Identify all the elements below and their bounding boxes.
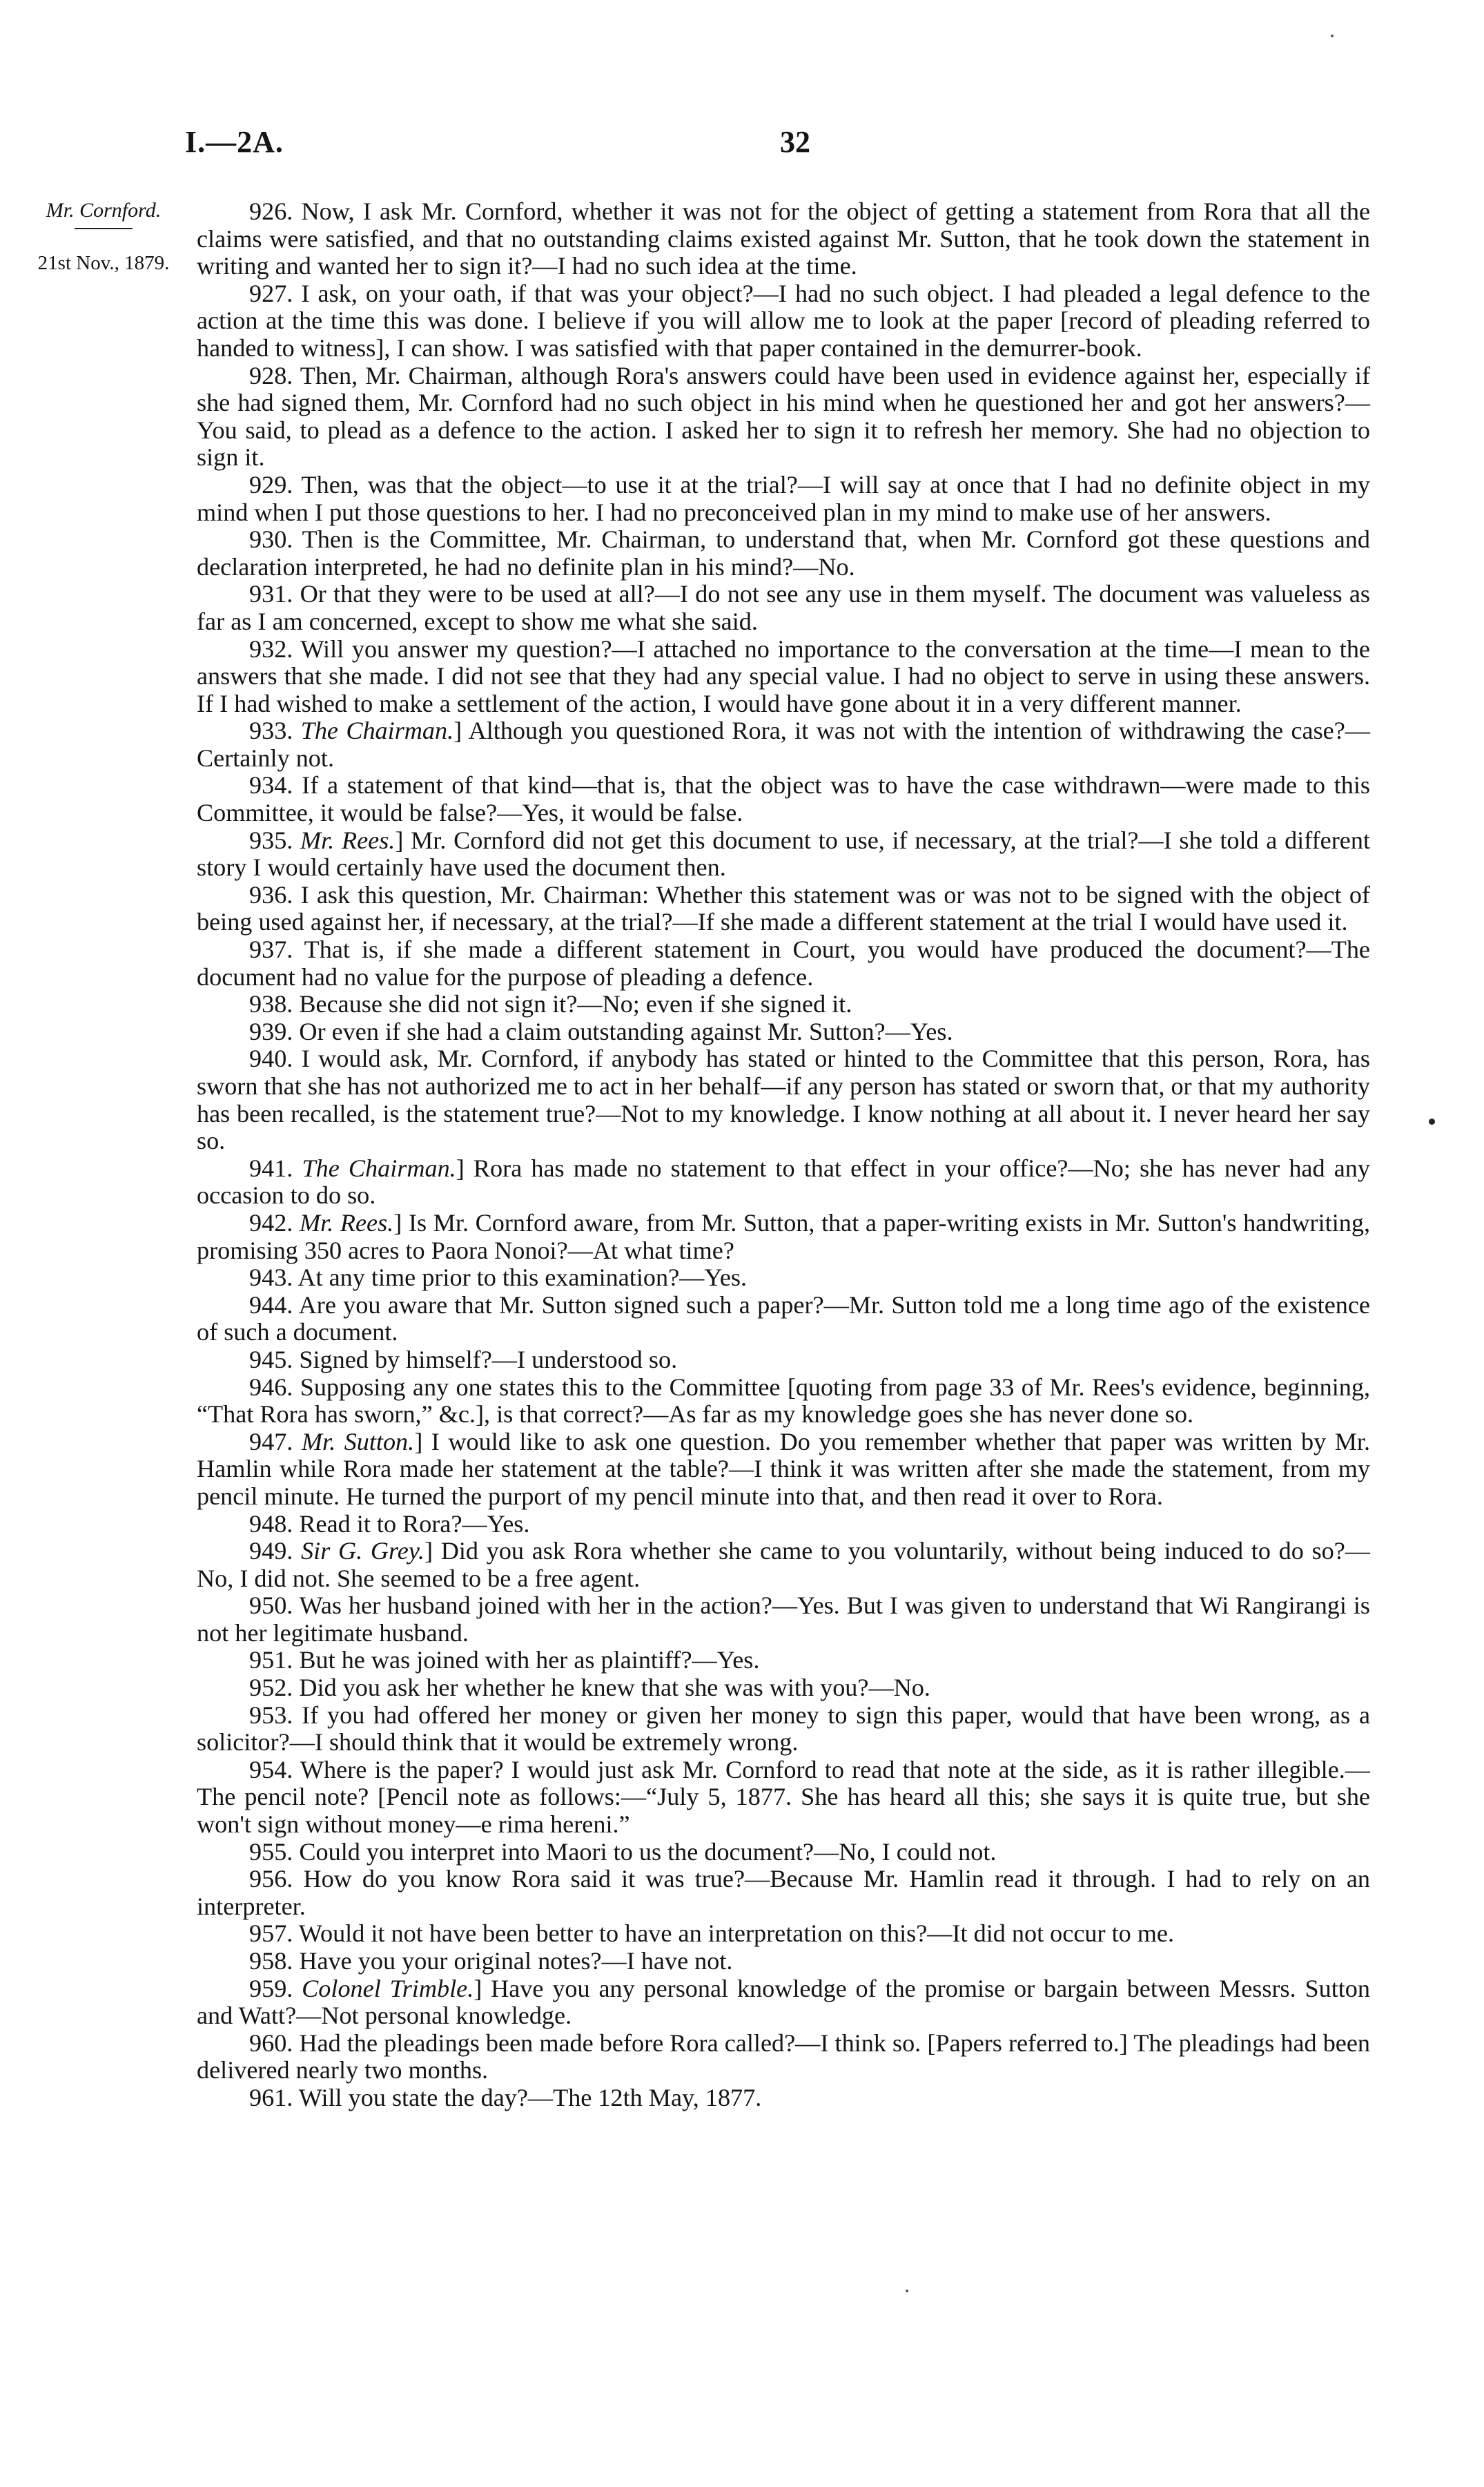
question-text: Then, Mr. Chairman, although Rora's answers could have been used in evidence against her, especially if she had signed them, Mr. Cornford had no such object in his mind when he questioned her and got her answers?—You said, to plead as a defence to the action. I asked her to sign it to refresh her memory. She had no objection to sign it. bbox=[197, 361, 1370, 472]
question-text: Now, I ask Mr. Cornford, whether it was not for the object of getting a statement from Rora that all the claims were satisfied, and that no outstanding claims existed against Mr. Sutton, that he took down the statement in writing and wanted her to sign it?—I had no such idea at the time. bbox=[197, 197, 1371, 280]
question-number: 941. bbox=[249, 1154, 293, 1182]
question-paragraph: 947. Mr. Sutton.] I would like to ask one question. Do you remember whether that paper was written by Mr. Hamlin while Rora made her statement at the table?—I think it was written after she made the statement, from my pencil minute. He turned the purport of my pencil minute into that, and then read it over to Rora. bbox=[197, 1427, 1371, 1510]
question-number: 948. bbox=[249, 1509, 293, 1538]
question-number: 950. bbox=[249, 1591, 293, 1620]
question-text: I would like to ask one question. Do you remember whether that paper was written by Mr. Hamlin while Rora made her statement at the table?—I think it was written after she made the statement, from my pencil minute. He turned the purport of my pencil minute into that, and then read it over to Rora. bbox=[197, 1427, 1371, 1510]
question-paragraph bbox=[197, 1839, 1370, 1866]
question-number: 929. bbox=[249, 470, 293, 499]
question-text: Is Mr. Cornford aware, from Mr. Sutton, that a paper-writing exists in Mr. Sutton's handwriting, promising 350 acres to Paora Nonoi?—At what time? bbox=[197, 1208, 1370, 1264]
question-number: 938. bbox=[249, 990, 293, 1018]
question-paragraph: 933. The Chairman.] Although you questioned Rora, it was not with the intention of withdrawing the case?—Certainly not. bbox=[197, 717, 1370, 772]
question-number: 947. bbox=[249, 1427, 293, 1455]
question-paragraph bbox=[197, 280, 1370, 362]
question-text: Was her husband joined with her in the action?—Yes. But I was given to understand that Wi Rangirangi is not her legitimate husband. bbox=[197, 1591, 1370, 1647]
question-text: Or even if she had a claim outstanding against Mr. Sutton?—Yes. bbox=[299, 1017, 953, 1045]
question-paragraph bbox=[197, 991, 1370, 1018]
question-paragraph bbox=[197, 636, 1370, 718]
question-text: That is, if she made a different statement in Court, you would have produced the document?—The document had no value for the purpose of pleading a defence. bbox=[197, 936, 1370, 991]
question-paragraph bbox=[197, 1647, 1370, 1674]
speck-mark bbox=[906, 2290, 908, 2292]
question-text: If you had offered her money or given her money to sign this paper, would that have been wrong, as a solicitor?—I should think that it would be extremely wrong. bbox=[197, 1701, 1371, 1757]
question-paragraph bbox=[197, 1346, 1370, 1374]
question-number: 936. bbox=[249, 880, 293, 909]
question-text: If a statement of that kind—that is, that the object was to have the case withdrawn—were made to this Committee, it would be false?—Yes, it would be false. bbox=[197, 771, 1370, 827]
question-number: 960. bbox=[249, 2029, 293, 2057]
speaker-name: Sir G. Grey. bbox=[301, 1537, 424, 1565]
speaker-name: Colonel Trimble. bbox=[302, 1974, 474, 2002]
question-number: 946. bbox=[249, 1373, 293, 1401]
question-text: I ask this question, Mr. Chairman: Whether this statement was or was not to be signed with the object of being used against her, if necessary, at the trial?—If she made a different statement at the trial I would have used it. bbox=[197, 880, 1370, 936]
question-number: 955. bbox=[249, 1837, 293, 1866]
question-text: Would it not have been better to have an interpretation on this?—It did not occur to me. bbox=[298, 1919, 1175, 1948]
question-paragraph bbox=[197, 2084, 1370, 2112]
question-number: 928. bbox=[249, 361, 293, 389]
margin-witness-name: Mr. Cornford. bbox=[46, 199, 162, 222]
question-text: Will you state the day?—The 12th May, 1877. bbox=[298, 2083, 762, 2111]
question-paragraph bbox=[197, 1292, 1370, 1346]
question-paragraph bbox=[197, 1264, 1370, 1292]
question-paragraph bbox=[197, 1374, 1370, 1429]
question-number: 934. bbox=[249, 771, 293, 800]
question-paragraph: 959. Colonel Trimble.] Have you any personal knowledge of the promise or bargain between Messrs. Sutton and Watt?—Not personal knowledge. bbox=[197, 1974, 1370, 2030]
question-text: At any time prior to this examination?—Yes. bbox=[297, 1264, 748, 1292]
question-text: Had the pleadings been made before Rora called?—I think so. [Papers referred to.] The pleadings had been delivered nearly two months. bbox=[197, 2029, 1371, 2084]
question-number: 931. bbox=[249, 580, 293, 608]
question-paragraph bbox=[197, 772, 1370, 826]
question-number: 930. bbox=[249, 525, 293, 554]
speck-mark bbox=[1331, 35, 1334, 37]
question-text: Then, was that the object—to use it at the trial?—I will say at once that I had no definite object in my mind when I put those questions to her. I had no preconceived plan in my mind to make use of her answers. bbox=[197, 470, 1370, 526]
question-number: 942. bbox=[249, 1208, 293, 1237]
question-paragraph bbox=[197, 882, 1370, 936]
question-paragraph bbox=[197, 1757, 1370, 1839]
speaker-name: Mr. Rees. bbox=[300, 826, 396, 854]
bullet-mark bbox=[1429, 1119, 1435, 1125]
question-paragraph bbox=[197, 1948, 1370, 1975]
question-paragraph bbox=[197, 1920, 1370, 1948]
question-paragraph bbox=[197, 1674, 1370, 1702]
question-paragraph bbox=[197, 1592, 1370, 1647]
question-text: Rora has made no statement to that effect in your office?—No; she has never had any occasion to do so. bbox=[197, 1154, 1370, 1210]
question-paragraph bbox=[197, 362, 1370, 472]
speaker-name: Mr. Rees. bbox=[299, 1208, 394, 1237]
question-paragraph bbox=[197, 198, 1370, 280]
speaker-name: Mr. Sutton. bbox=[301, 1427, 415, 1455]
margin-divider bbox=[75, 228, 133, 229]
question-text: But he was joined with her as plaintiff?—Yes. bbox=[299, 1646, 760, 1674]
question-paragraph bbox=[197, 936, 1370, 991]
testimony-body bbox=[197, 198, 1370, 2112]
question-text: Because she did not sign it?—No; even if she signed it. bbox=[299, 990, 852, 1018]
question-number: 959. bbox=[249, 1974, 293, 2002]
question-number: 945. bbox=[249, 1345, 293, 1373]
question-number: 957. bbox=[249, 1919, 293, 1948]
speaker-name: The Chairman. bbox=[302, 1154, 456, 1182]
question-text: Could you interpret into Maori to us the document?—No, I could not. bbox=[299, 1837, 997, 1866]
question-paragraph bbox=[197, 1866, 1370, 1920]
question-paragraph: 935. Mr. Rees.] Mr. Cornford did not get this document to use, if necessary, at the trial?—I she told a different story I would certainly have used the document then. bbox=[197, 826, 1370, 882]
question-text: I ask, on your oath, if that was your object?—I had no such object. I had pleaded a legal defence to the action at the time this was done. I believe if you will allow me to look at the paper [record of pleading referred to handed to witness], I can show. I was satisfied with that paper contained in the demurrer-book. bbox=[197, 279, 1371, 362]
question-number: 933. bbox=[249, 717, 293, 745]
question-text: Did you ask Rora whether she came to you voluntarily, without being induced to do so?—No, I did not. She seemed to be a free agent. bbox=[197, 1537, 1370, 1592]
question-number: 961. bbox=[249, 2083, 293, 2111]
page-header bbox=[185, 124, 1372, 173]
question-number: 940. bbox=[249, 1045, 293, 1073]
question-paragraph bbox=[197, 2030, 1370, 2084]
question-text: Signed by himself?—I understood so. bbox=[299, 1345, 678, 1373]
question-paragraph bbox=[197, 1018, 1370, 1046]
question-number: 958. bbox=[249, 1947, 293, 1975]
question-text: How do you know Rora said it was true?—Because Mr. Hamlin read it through. I had to rely on an interpreter. bbox=[197, 1865, 1370, 1920]
question-text: Mr. Cornford did not get this document to use, if necessary, at the trial?—I she told a different story I would certainly have used the document then. bbox=[197, 826, 1370, 882]
question-paragraph: 949. Sir G. Grey.] Did you ask Rora whether she came to you voluntarily, without being induced to do so?—No, I did not. She seemed to be a free agent. bbox=[197, 1537, 1370, 1592]
question-text: Have you your original notes?—I have not. bbox=[299, 1947, 733, 1975]
question-paragraph bbox=[197, 472, 1370, 526]
question-paragraph: 941. The Chairman.] Rora has made no statement to that effect in your office?—No; she has never had any occasion to do so. bbox=[197, 1154, 1370, 1210]
question-text: Will you answer my question?—I attached no importance to the conversation at the time—I mean to the answers that she made. I did not see that they had any special value. I had no object to serve in using these answers. If I had wished to make a settlement of the action, I would have gone about it in a very different manner. bbox=[197, 635, 1370, 717]
question-text: I would ask, Mr. Cornford, if anybody has stated or hinted to the Committee that this person, Rora, has sworn that she has not authorized me to act in her behalf—if any person has stated or sworn that, or that my authority has been recalled, is the statement true?—Not to my knowledge. I know nothing at all about it. I never heard her say so. bbox=[197, 1045, 1370, 1155]
question-number: 943. bbox=[249, 1264, 293, 1292]
question-text: Have you any personal knowledge of the promise or bargain between Messrs. Sutton and Watt?—Not personal knowledge. bbox=[197, 1974, 1370, 2030]
question-number: 944. bbox=[249, 1290, 293, 1319]
question-paragraph: 942. Mr. Rees.] Is Mr. Cornford aware, from Mr. Sutton, that a paper-writing exists in Mr. Sutton's handwriting, promising 350 acres to Paora Nonoi?—At what time? bbox=[197, 1208, 1370, 1264]
question-number: 953. bbox=[249, 1701, 293, 1729]
question-paragraph bbox=[197, 1045, 1370, 1154]
question-number: 927. bbox=[249, 279, 293, 307]
question-text: Did you ask her whether he knew that she was with you?—No. bbox=[299, 1674, 930, 1702]
question-paragraph bbox=[197, 1511, 1370, 1538]
question-number: 926. bbox=[249, 197, 293, 225]
margin-date: 21st Nov., 1879. bbox=[37, 252, 170, 274]
question-paragraph bbox=[197, 581, 1370, 635]
question-text: Where is the paper? I would just ask Mr. Cornford to read that note at the side, as it is rather illegible.—The pencil note? [Pencil note as follows:—“July 5, 1877. She has heard all this; she says it is quite true, but she won't sign without money—e rima hereni.” bbox=[197, 1755, 1370, 1839]
question-text: Then is the Committee, Mr. Chairman, to understand that, when Mr. Cornford got these questions and declaration interpreted, he had no definite plan in his mind?—No. bbox=[197, 525, 1370, 581]
document-reference: I.—2A. bbox=[185, 125, 284, 159]
question-text: Or that they were to be used at all?—I do not see any use in them myself. The document was valueless as far as I am concerned, except to show me what she said. bbox=[197, 580, 1370, 635]
question-number: 951. bbox=[249, 1646, 293, 1674]
question-number: 949. bbox=[249, 1537, 293, 1565]
question-number: 939. bbox=[249, 1017, 293, 1045]
question-text: Read it to Rora?—Yes. bbox=[299, 1509, 530, 1538]
question-number: 956. bbox=[249, 1865, 293, 1893]
question-number: 937. bbox=[249, 936, 293, 964]
question-paragraph bbox=[197, 1702, 1370, 1757]
question-number: 952. bbox=[249, 1674, 293, 1702]
question-number: 935. bbox=[249, 826, 293, 854]
question-text: Supposing any one states this to the Committee [quoting from page 33 of Mr. Rees's evidence, beginning, “That Rora has sworn,” &c.], is that correct?—As far as my knowledge goes she has never done so. bbox=[197, 1373, 1371, 1429]
question-number: 954. bbox=[249, 1755, 293, 1783]
question-text: Are you aware that Mr. Sutton signed such a paper?—Mr. Sutton told me a long time ago of the existence of such a document. bbox=[197, 1290, 1370, 1346]
speaker-name: The Chairman. bbox=[300, 717, 454, 745]
question-paragraph bbox=[197, 526, 1370, 581]
question-text: Although you questioned Rora, it was not with the intention of withdrawing the case?—Certainly not. bbox=[197, 717, 1370, 772]
page-number: 32 bbox=[780, 125, 810, 159]
question-number: 932. bbox=[249, 635, 293, 663]
